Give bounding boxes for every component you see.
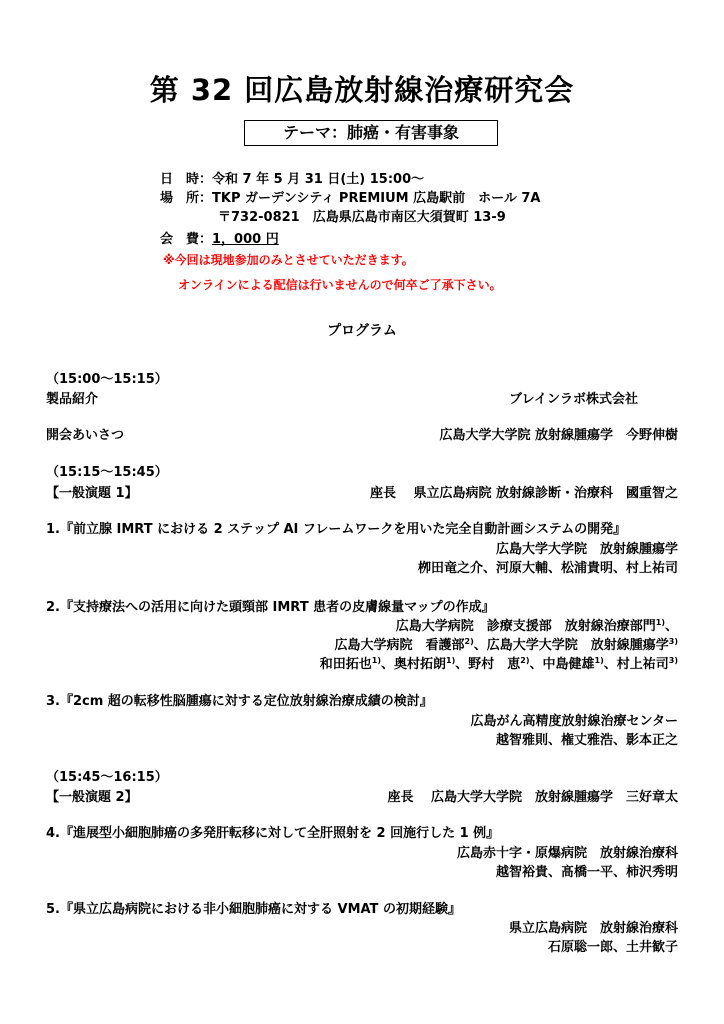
fee-label: 会 費： [160, 232, 213, 247]
venue-value: TKP ガーデンシティ PREMIUM 広島駅前 ホール 7A [212, 191, 541, 206]
talk1-title: 1.『前立腺 IMRT における 2 ステップ AI フレームワークを用いた完全自動計画システムの開発』 [46, 522, 627, 537]
talk5-affiliation: 県立広島病院 放射線治療科 [508, 921, 678, 936]
talk4-title: 4.『進展型小細胞肺癌の多発肝転移に対して全肝照射を 2 回施行した 1 例』 [46, 826, 500, 841]
session2-chair: 座長 県立広島病院 放射線診断・治療科 國重智之 [369, 486, 678, 501]
talk2-affiliation-1: 広島大学病院 診療支援部 放射線治療部門$^{1)}$、 [395, 618, 678, 634]
notice-onsite: ※今回は現地参加のみとさせていただきます。 [163, 253, 414, 267]
program-heading: プログラム [327, 323, 397, 339]
session3-time: （15:45～16:15） [46, 770, 168, 785]
date-label: 日 時： [160, 172, 213, 187]
fee-value: 1，000 円 [212, 232, 279, 247]
session3-label: 【一般演題 2】 [46, 790, 138, 805]
talk5-authors: 石原聡一郎、土井歓子 [547, 940, 678, 955]
talk5-title: 5.『県立広島病院における非小細胞肺癌に対する VMAT の初期経験』 [46, 902, 461, 917]
talk3-title: 3.『2cm 超の転移性脳腫瘍に対する定位放射線治療成績の検討』 [46, 694, 433, 709]
talk1-affiliation: 広島大学大学院 放射線腫瘍学 [495, 542, 678, 557]
session3-chair: 座長 広島大学大学院 放射線腫瘍学 三好章太 [387, 790, 678, 805]
greeting-speaker: 広島大学大学院 放射線腫瘍学 今野伸樹 [439, 428, 678, 443]
talk4-authors: 越智裕貴、髙橋一平、柿沢秀明 [495, 865, 678, 880]
venue-row [160, 187, 541, 206]
greeting-label: 開会あいさつ [46, 428, 125, 443]
page-title: 第 32 回広島放射線治療研究会 [149, 73, 575, 107]
product-company: ブレインラボ株式会社 [509, 392, 638, 407]
talk2-affiliation-2: 広島大学病院 看護部$^{2)}$、広島大学大学院 放射線腫瘍学$^{3)}$ [334, 637, 678, 653]
venue-label: 場 所： [160, 191, 213, 206]
date-value: 令和 7 年 5 月 31 日(土) 15:00～ [212, 172, 425, 187]
session2-label: 【一般演題 1】 [46, 486, 138, 501]
talk2-authors: 和田拓也$^{1)}$、奥村拓朗$^{1)}$、野村 恵$^{2)}$、中島健雄$^{1)}$、村上祐司$^{3)}$ [319, 656, 678, 672]
talk3-authors: 越智雅則、権丈雅浩、影本正之 [495, 733, 678, 748]
theme-box: テーマ：肺癌・有害事象 [244, 120, 498, 146]
talk1-authors: 栁田竜之介、河原大輔、松浦貴明、村上祐司 [417, 561, 678, 576]
address: 〒732-0821 広島県広島市南区大須賀町 13-9 [218, 210, 506, 225]
session2-time: （15:15～15:45） [46, 465, 168, 480]
talk4-affiliation: 広島赤十字・原爆病院 放射線治療科 [456, 846, 678, 861]
product-label: 製品紹介 [46, 392, 99, 407]
date-row [160, 168, 424, 187]
notice-online: オンラインによる配信は行いませんので何卒ご了承下さい。 [178, 278, 502, 292]
fee-row [160, 228, 279, 247]
talk2-title: 2.『支持療法への活用に向けた頭頸部 IMRT 患者の皮膚線量マップの作成』 [46, 600, 495, 615]
talk3-affiliation: 広島がん高精度放射線治療センター [470, 714, 678, 729]
session1-time: （15:00～15:15） [46, 372, 168, 387]
